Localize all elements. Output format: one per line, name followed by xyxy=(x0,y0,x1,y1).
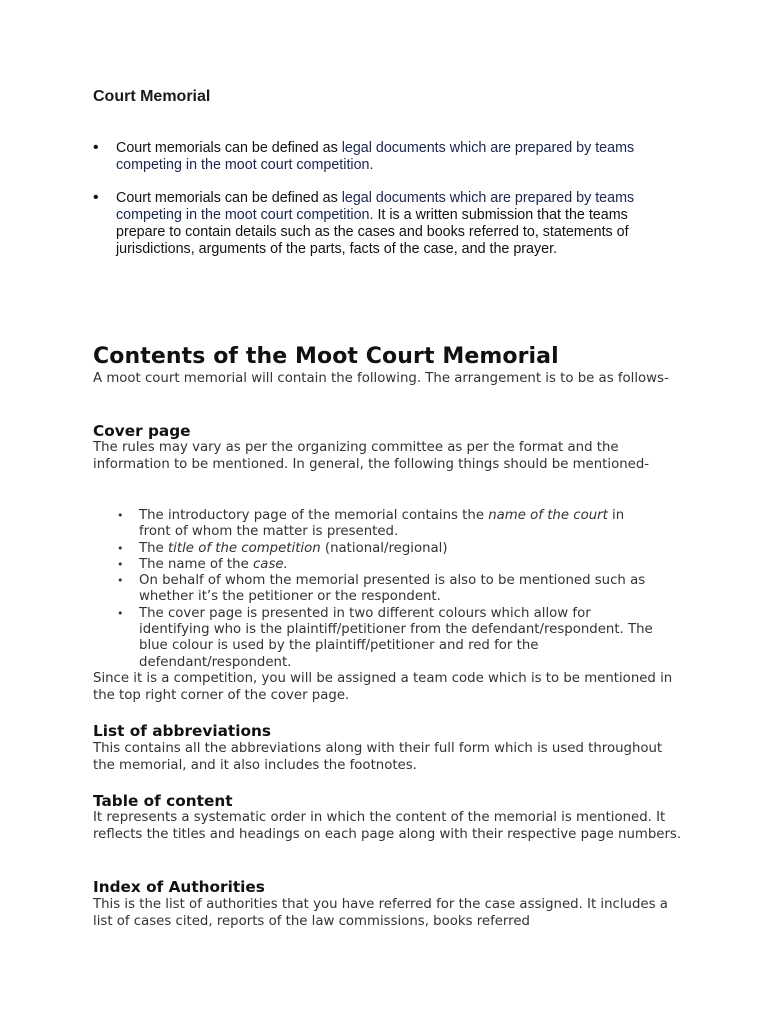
list-item-italic: case. xyxy=(253,556,288,572)
cover-page-intro: The rules may vary as per the organizing committee as per the format and the information to be mentioned. In general, the following things should be mentioned- xyxy=(93,440,650,472)
document-title: Court Memorial xyxy=(93,88,211,105)
intro-bullet-list xyxy=(93,140,663,274)
cover-page-heading: Cover page xyxy=(93,422,191,440)
list-item-text-end: (national/regional) xyxy=(320,540,448,556)
intro-bullet-2 xyxy=(93,190,663,258)
list-item-text: The cover page is presented in two different colours which allow for identifying who is the plaintiff/petitioner from the defendant/respondent. The blue colour is used by the plaintiff/petitioner and red for the defendant/respondent. xyxy=(139,605,653,670)
toc-text: It represents a systematic order in which the content of the memorial is mentioned. It reflects the titles and headings on each page along with their respective page numbers. xyxy=(93,810,682,842)
list-item-italic: name of the court xyxy=(488,508,608,523)
abbreviations-text: This contains all the abbreviations along with their full form which is used throughout the memorial, and it also includes the footnotes. xyxy=(93,741,663,773)
bullet-icon: • xyxy=(117,557,124,571)
bullet-icon: • xyxy=(117,606,124,620)
cover-page-after: Since it is a competition, you will be assigned a team code which is to be mentioned in the top right corner of the cover page. xyxy=(93,671,673,703)
list-item-text: The xyxy=(139,540,168,556)
contents-intro: A moot court memorial will contain the following. The arrangement is to be as follows- xyxy=(93,371,669,386)
list-item xyxy=(117,508,657,541)
bullet-icon: • xyxy=(117,541,124,555)
list-item xyxy=(117,573,657,606)
list-item-text: On behalf of whom the memorial presented is also to be mentioned such as whether it’s the petitioner or the respondent. xyxy=(139,573,646,605)
list-item-italic: title of the competition xyxy=(167,540,321,556)
list-item xyxy=(117,541,657,557)
contents-heading: Contents of the Moot Court Memorial xyxy=(93,344,559,369)
list-item-text-end: in front of whom the matter is presented. xyxy=(139,508,625,540)
bullet-icon: • xyxy=(93,189,99,206)
intro-bullet-1-plain: Court memorials can be defined as xyxy=(116,140,342,156)
toc-heading: Table of content xyxy=(93,792,233,810)
intro-bullet-2-highlight: legal documents which are prepared by teams competing in the moot court competition. xyxy=(116,190,635,223)
bullet-icon: • xyxy=(93,139,99,156)
authorities-heading: Index of Authorities xyxy=(93,878,265,896)
bullet-icon: • xyxy=(117,509,124,522)
list-item-text: The name of the xyxy=(139,556,253,572)
bullet-icon: • xyxy=(117,574,124,588)
list-item xyxy=(117,606,657,671)
intro-bullet-1 xyxy=(93,140,663,174)
cover-page-list xyxy=(117,508,657,671)
list-item xyxy=(117,557,657,573)
intro-bullet-2-plain: Court memorials can be defined as xyxy=(116,190,342,206)
authorities-text: This is the list of authorities that you have referred for the case assigned. It includes a list of cases cited, reports of the law commissions, books referred xyxy=(93,897,668,929)
list-item-text: The introductory page of the memorial contains the xyxy=(139,508,489,523)
abbreviations-heading: List of abbreviations xyxy=(93,722,271,740)
intro-bullet-1-highlight: legal documents which are prepared by teams competing in the moot court competition. xyxy=(116,140,635,173)
intro-bullet-2-rest: It is a written submission that the teams prepare to contain details such as the cases and books referred to, statements of jurisdictions, arguments of the parts, facts of the case, and the prayer. xyxy=(116,207,629,257)
